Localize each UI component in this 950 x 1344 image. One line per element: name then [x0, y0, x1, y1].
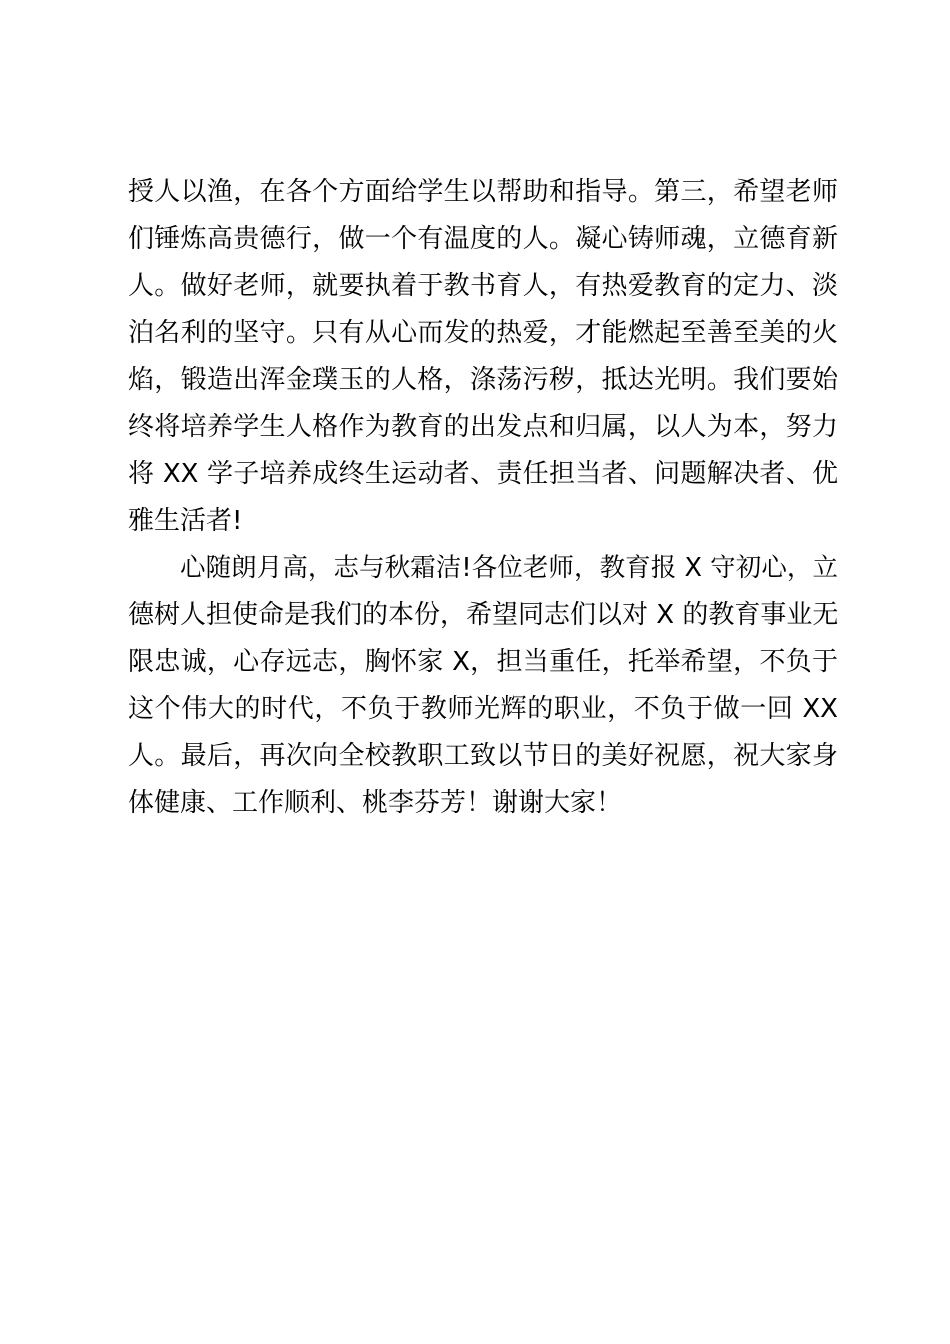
- paragraph-2-line-1: 心随朗月高，志与秋霜洁!各位老师，教育报 X 守初心，立: [180, 553, 838, 583]
- paragraph-2-line-6: 体健康、工作顺利、桃李芬芳！谢谢大家！: [128, 788, 623, 818]
- paragraph-1-line-7: 将 XX 学子培养成终生运动者、责任担当者、问题解决者、优: [128, 459, 838, 489]
- paragraph-2-line-2: 德树人担使命是我们的本份，希望同志们以对 X 的教育事业无: [128, 600, 839, 630]
- paragraph-2-line-3: 限忠诚，心存远志，胸怀家 X，担当重任，托举希望，不负于: [128, 647, 838, 677]
- paragraph-2-line-5: 人。最后，再次向全校教职工致以节日的美好祝愿，祝大家身: [128, 741, 838, 771]
- paragraph-2-line-4: 这个伟大的时代，不负于教师光辉的职业，不负于做一回 XX: [128, 694, 838, 724]
- paragraph-1-line-5: 焰，锻造出浑金璞玉的人格，涤荡污秽，抵达光明。我们要始: [128, 365, 838, 395]
- paragraph-1-line-8: 雅生活者!: [128, 506, 243, 536]
- paragraph-1-line-4: 泊名利的坚守。只有从心而发的热爱，才能燃起至善至美的火: [128, 318, 838, 348]
- paragraph-1-line-3: 人。做好老师，就要执着于教书育人，有热爱教育的定力、淡: [128, 271, 838, 301]
- paragraph-1-line-2: 们锤炼高贵德行，做一个有温度的人。凝心铸师魂，立德育新: [128, 224, 838, 254]
- paragraph-1-line-6: 终将培养学生人格作为教育的出发点和归属，以人为本，努力: [128, 412, 838, 442]
- paragraph-1-line-1: 授人以渔，在各个方面给学生以帮助和指导。第三，希望老师: [128, 177, 838, 207]
